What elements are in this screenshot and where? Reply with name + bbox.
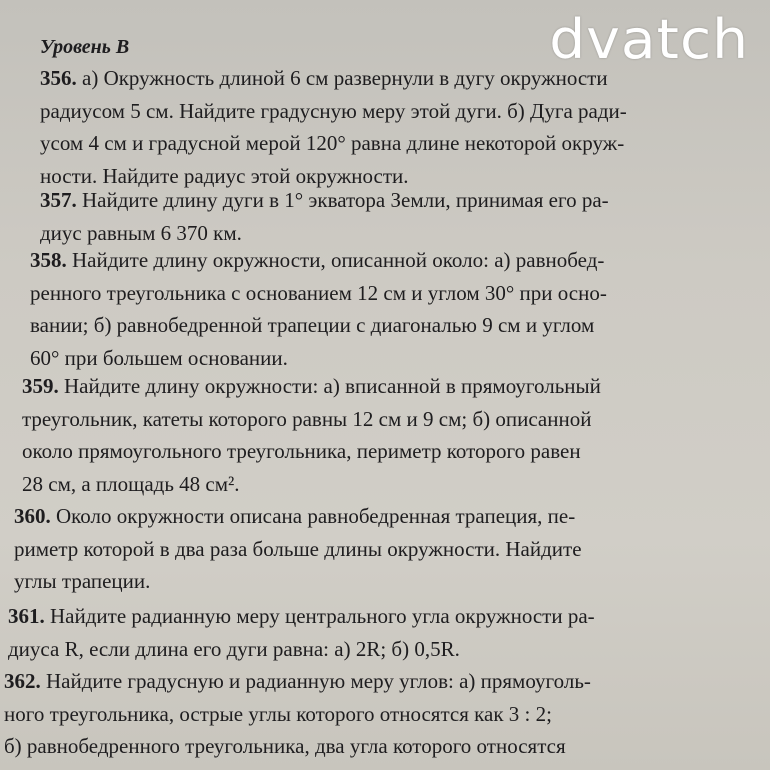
- problem-359: [22, 370, 706, 500]
- level-heading: Уровень B: [40, 36, 130, 58]
- problem-number: 361.: [8, 604, 45, 628]
- problem-line: диуса R, если длина его дуги равна: а) 2R; б) 0,5R.: [8, 636, 460, 661]
- problem-line: Найдите длину окружности, описанной около: а) равнобед-: [72, 248, 605, 272]
- problem-line: вании; б) равнобедренной трапеции с диагональю 9 см и углом: [30, 313, 595, 337]
- problem-362: [4, 665, 716, 763]
- problem-number: 357.: [40, 188, 77, 212]
- problem-line: ного треугольника, острые углы которого относятся как 3 : 2;: [4, 701, 552, 726]
- problem-number: 362.: [4, 669, 41, 693]
- problem-line: ности. Найдите радиус этой окружности.: [40, 163, 409, 188]
- problem-line: б) равнобедренного треугольника, два угла которого относятся: [4, 734, 566, 758]
- problem-357: [40, 184, 698, 249]
- problem-number: 359.: [22, 374, 59, 398]
- problem-line: Найдите градусную и радианную меру углов: а) прямоуголь-: [46, 669, 591, 693]
- problem-360: [14, 500, 710, 598]
- problem-line: 60° при большем основании.: [30, 345, 288, 370]
- problem-line: около прямоугольного треугольника, периметр которого равен: [22, 439, 581, 463]
- problem-line: усом 4 см и градусной мерой 120° равна длине некоторой окруж-: [40, 131, 625, 155]
- problem-361: [8, 600, 710, 665]
- problem-number: 360.: [14, 504, 51, 528]
- problem-number: 356.: [40, 66, 77, 90]
- problem-line: Около окружности описана равнобедренная трапеция, пе-: [56, 504, 576, 528]
- problem-358: [30, 244, 704, 374]
- problem-line: а) Окружность длиной 6 см развернули в дугу окружности: [82, 66, 608, 90]
- problem-line: диус равным 6 370 км.: [40, 220, 242, 245]
- problem-line: 28 см, а площадь 48 см².: [22, 471, 240, 496]
- problem-line: Найдите длину дуги в 1° экватора Земли, принимая его ра-: [82, 188, 609, 212]
- problem-line: углы трапеции.: [14, 569, 151, 593]
- problem-number: 358.: [30, 248, 67, 272]
- problem-356: [40, 62, 698, 192]
- problem-line: треугольник, катеты которого равны 12 см и 9 см; б) описанной: [22, 406, 592, 431]
- problem-line: Найдите длину окружности: а) вписанной в прямоугольный: [64, 374, 601, 398]
- problem-line: радиусом 5 см. Найдите градусную меру этой дуги. б) Дуга ради-: [40, 98, 627, 123]
- watermark: dvatch: [548, 8, 749, 71]
- problem-line: ренного треугольника с основанием 12 см и углом 30° при осно-: [30, 280, 607, 305]
- problem-line: риметр которой в два раза больше длины окружности. Найдите: [14, 536, 582, 561]
- problem-line: Найдите радианную меру центрального угла окружности ра-: [50, 604, 595, 628]
